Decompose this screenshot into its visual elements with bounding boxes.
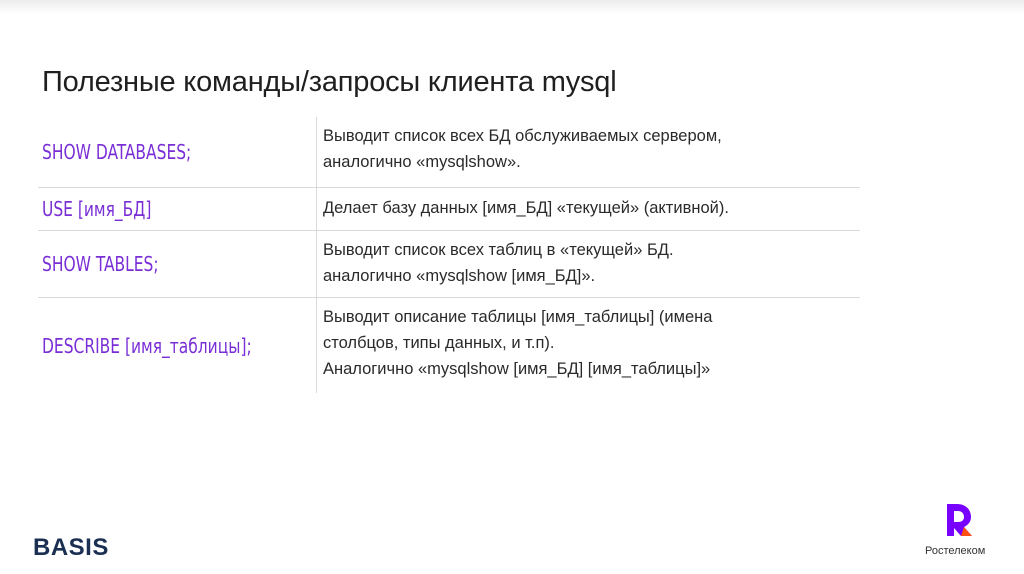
slide-title: Полезные команды/запросы клиента mysql — [42, 66, 617, 98]
description-line: аналогично «mysqlshow [имя_БД]». — [323, 267, 596, 285]
command-text: USE [имя_БД] — [42, 197, 152, 221]
table-row — [38, 188, 860, 231]
command-cell — [38, 117, 316, 187]
command-text: SHOW TABLES; — [42, 252, 159, 276]
description-line: Выводит список всех БД обслуживаемых сервером, — [323, 127, 722, 145]
description-line: Выводит список всех таблиц в «текущей» БД. — [323, 241, 674, 259]
basis-logo: BASIS — [33, 534, 109, 561]
description-line: Делает базу данных [имя_БД] «текущей» (активной). — [323, 199, 729, 217]
command-cell — [38, 188, 316, 230]
command-text: DESCRIBE [имя_таблицы]; — [42, 333, 252, 358]
rostelecom-logo-label: Ростелеком — [925, 545, 986, 557]
command-cell — [38, 298, 316, 393]
rostelecom-logo-icon — [944, 502, 974, 538]
table-row — [38, 231, 860, 298]
description-cell — [316, 231, 860, 297]
description-cell — [316, 188, 860, 230]
table-row — [38, 298, 860, 393]
description-line: Выводит описание таблицы [имя_таблицы] (имена — [323, 308, 713, 326]
commands-table — [38, 117, 860, 393]
table-row — [38, 117, 860, 188]
top-edge-shadow — [0, 0, 1024, 14]
description-cell — [316, 298, 860, 393]
description-line: аналогично «mysqlshow». — [323, 153, 521, 171]
description-cell — [316, 117, 860, 187]
command-text: SHOW DATABASES; — [42, 140, 192, 164]
command-cell — [38, 231, 316, 297]
description-line: столбцов, типы данных, и т.п). — [323, 334, 555, 352]
description-line: Аналогично «mysqlshow [имя_БД] [имя_таблицы]» — [323, 360, 711, 378]
